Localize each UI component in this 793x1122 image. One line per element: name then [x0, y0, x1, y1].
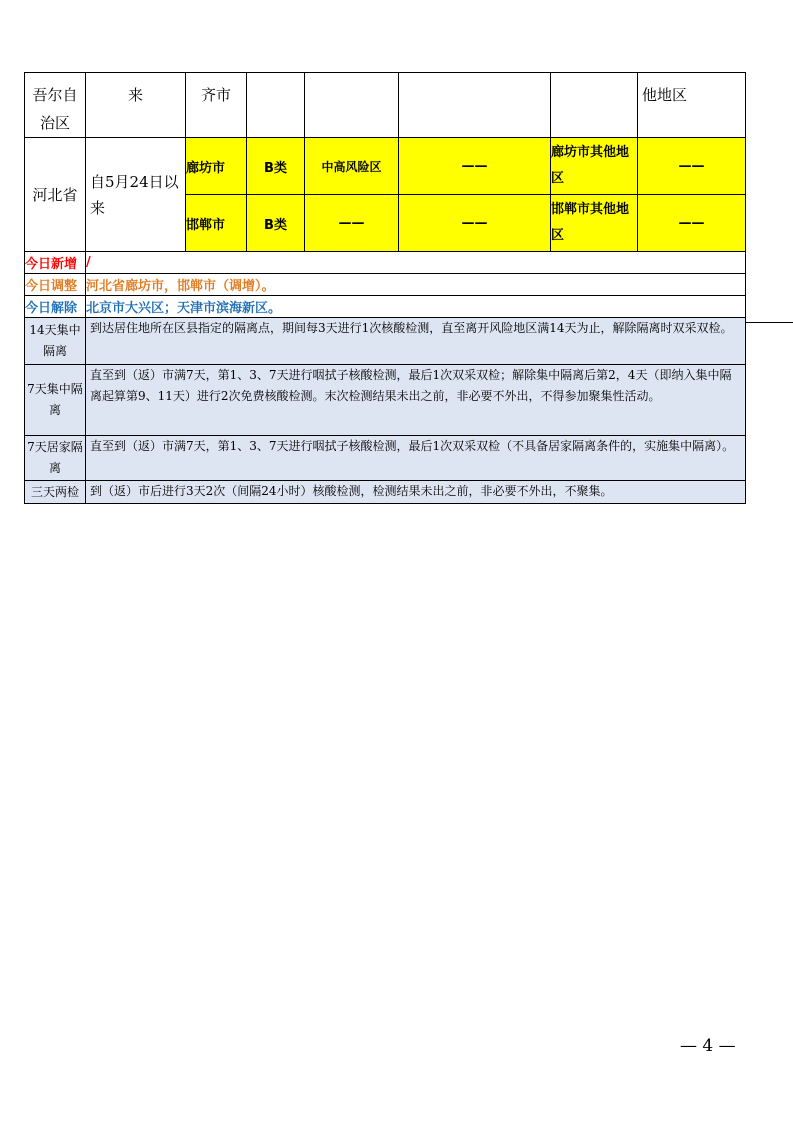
adjust-label: 今日调整: [25, 274, 86, 296]
hebei-province-cell: 河北省: [25, 138, 86, 252]
table-rule-extension: [745, 322, 793, 323]
policy-text: 直至到（返）市满7天，第1、3、7天进行咽拭子核酸检测，最后1次双采双检（不具备居家隔离条件的，实施集中隔离）。: [86, 436, 746, 481]
dash-cell: ——: [638, 138, 746, 195]
policy-label: 14天集中隔离: [25, 318, 86, 365]
policy-label: 三天两检: [25, 481, 86, 504]
other-area-cell: 邯郸市其他地区: [551, 195, 638, 252]
other-area-cell: 廊坊市其他地区: [551, 138, 638, 195]
category-cell: B类: [247, 195, 305, 252]
policy-label: 7天集中隔离: [25, 365, 86, 436]
period-cell: 来: [86, 73, 186, 138]
table-row-xinjiang: [25, 73, 746, 138]
category-cell: B类: [247, 138, 305, 195]
status-row-lift: [25, 296, 746, 318]
status-row-adjust: [25, 274, 746, 296]
adjust-value: 河北省廊坊市，邯郸市（调增）。: [86, 274, 746, 296]
policy-row-7day-central: [25, 365, 746, 436]
other-name-cell: [551, 73, 638, 138]
hebei-period-cell: 自5月24日以来: [86, 138, 186, 252]
risk-area-table: [24, 72, 746, 504]
lift-value: 北京市大兴区；天津市滨海新区。: [86, 296, 746, 318]
policy-text: 到达居住地所在区县指定的隔离点，期间每3天进行1次核酸检测，直至离开风险地区满14天为止，解除隔离时双采双检。: [86, 318, 746, 365]
dash-cell: ——: [399, 138, 551, 195]
policy-row-7day-home: [25, 436, 746, 481]
policy-text: 直至到（返）市满7天，第1、3、7天进行咽拭子核酸检测，最后1次双采双检；解除集中隔离后第2，4天（即纳入集中隔离起算第9、11天）进行2次免费核酸检测。末次检测结果未出之前，非必要不外出，不得参加聚集性活动。: [86, 365, 746, 436]
risk-cell: 中高风险区: [305, 138, 399, 195]
status-row-new: [25, 252, 746, 274]
policy-text: 到（返）市后进行3天2次（间隔24小时）核酸检测，检测结果未出之前，非必要不外出，不聚集。: [86, 481, 746, 504]
city-cell: 廊坊市: [186, 138, 247, 195]
province-cell: 吾尔自治区: [25, 73, 86, 138]
city-cell: 邯郸市: [186, 195, 247, 252]
lift-label: 今日解除: [25, 296, 86, 318]
new-label: 今日新增: [25, 252, 86, 274]
city-cell: 齐市: [186, 73, 247, 138]
dash-cell: ——: [638, 195, 746, 252]
risk-cell: ——: [305, 195, 399, 252]
policy-row-14day: [25, 318, 746, 365]
category-cell: [247, 73, 305, 138]
new-value: /: [86, 252, 746, 274]
page-number: — 4 —: [680, 1036, 736, 1056]
table-row-langfang: [25, 138, 746, 195]
policy-label: 7天居家隔离: [25, 436, 86, 481]
other-area-cell: 他地区: [638, 73, 746, 138]
dash-cell: ——: [399, 195, 551, 252]
risk-cell: [305, 73, 399, 138]
dash-cell: [399, 73, 551, 138]
policy-row-3day: [25, 481, 746, 504]
